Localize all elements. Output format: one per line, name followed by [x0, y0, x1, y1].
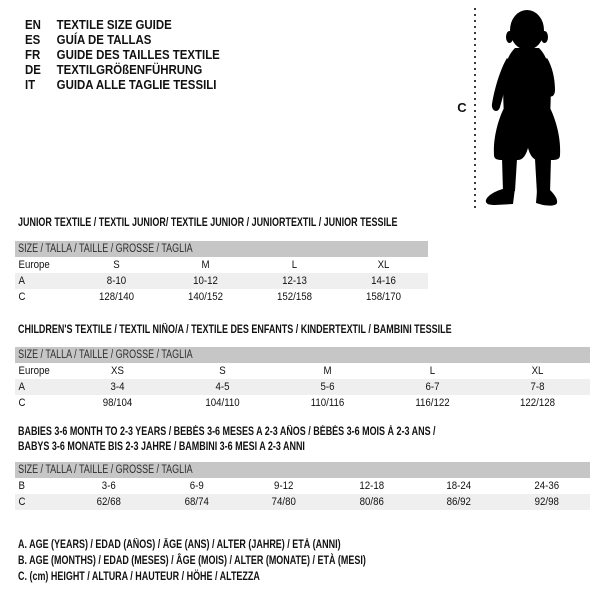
language-title: TEXTILGRÖßENFÜHRUNG: [56, 62, 203, 77]
size-cell: 3-6: [101, 480, 116, 492]
row-label: C: [18, 496, 26, 508]
size-cell: S: [113, 259, 120, 271]
size-cell: M: [323, 365, 332, 377]
junior-section-title: JUNIOR TEXTILE / TEXTIL JUNIOR/ TEXTILE JUNIOR / JUNIORTEXTIL / JUNIOR TESSILE: [18, 217, 398, 229]
children-section-title: CHILDREN'S TEXTILE / TEXTIL NIÑO/A / TEXTILE DES ENFANTS / KINDERTEXTIL / BAMBINI TESSILE: [18, 324, 452, 336]
babies-size-table: [15, 462, 590, 510]
size-cell: 110/116: [310, 397, 345, 409]
footnote-a: A. AGE (YEARS) / EDAD (AÑOS) / ÂGE (ANS) / ALTER (JAHRE) / ETÀ (ANNI): [18, 539, 341, 551]
language-header: [25, 17, 220, 92]
baby-silhouette-icon: [482, 8, 568, 209]
junior-size-table: [15, 241, 428, 305]
language-row: [25, 32, 220, 47]
language-title: GUIDE DES TAILLES TEXTILE: [56, 47, 220, 62]
size-header-bar: [15, 462, 590, 478]
size-cell: 104/110: [205, 397, 240, 409]
size-cell: 18-24: [446, 480, 472, 492]
size-cell: 80/86: [359, 496, 384, 508]
babies-title-line-1: BABIES 3-6 MONTH TO 2-3 YEARS / BEBÉS 3-6 MESES A 2-3 AÑOS / BÉBÉS 3-6 MOIS À 2-3 ANS /: [18, 426, 436, 438]
size-cell: L: [429, 365, 436, 377]
row-label: Europe: [18, 259, 50, 271]
height-measure-label: C: [457, 100, 467, 115]
table-row: [15, 395, 590, 411]
language-row: [25, 77, 220, 92]
size-cell: 24-36: [533, 480, 559, 492]
table-row: [15, 257, 428, 273]
size-header-text: SIZE / TALLA / TAILLE / GRÖSSE / TAGLIA: [18, 464, 193, 476]
language-code: FR: [25, 47, 41, 62]
size-cell: 62/68: [96, 496, 121, 508]
size-cell: XL: [377, 259, 390, 271]
table-row: [15, 363, 590, 379]
size-cell: 140/152: [187, 291, 223, 303]
row-label: A: [18, 275, 25, 287]
size-cell: 7-8: [530, 381, 545, 393]
size-cell: 12-18: [358, 480, 384, 492]
size-header-bar: [15, 241, 428, 257]
language-code: ES: [25, 32, 41, 47]
babies-title-line-2: BABYS 3-6 MONATE BIS 2-3 JAHRE / BAMBINI 3-6 MESI A 2-3 ANNI: [18, 441, 305, 453]
footnotes: [18, 537, 366, 585]
size-cell: 86/92: [446, 496, 471, 508]
size-cell: 8-10: [106, 275, 127, 287]
size-cell: 4-5: [215, 381, 230, 393]
language-row: [25, 62, 220, 77]
size-cell: 128/140: [98, 291, 134, 303]
row-label: Europe: [18, 365, 50, 377]
size-cell: 5-6: [320, 381, 335, 393]
size-cell: 158/170: [365, 291, 401, 303]
row-label: A: [18, 381, 25, 393]
language-title: GUÍA DE TALLAS: [56, 32, 152, 47]
size-cell: XL: [531, 365, 544, 377]
children-size-table: [15, 347, 590, 411]
language-row: [25, 47, 220, 62]
size-cell: 6-7: [425, 381, 440, 393]
table-row: [15, 289, 428, 305]
size-header-bar: [15, 347, 590, 363]
size-cell: M: [201, 259, 210, 271]
height-dotted-line: [474, 8, 476, 209]
size-header-text: SIZE / TALLA / TAILLE / GRÖSSE / TAGLIA: [18, 349, 193, 361]
footnote-b: B. AGE (MONTHS) / EDAD (MESES) / ÂGE (MOIS) / ALTER (MONATE) / ETÀ (MESI): [18, 555, 366, 567]
babies-section-title: [18, 425, 436, 455]
language-code: IT: [25, 77, 36, 92]
size-cell: XS: [111, 365, 124, 377]
size-cell: 10-12: [193, 275, 218, 287]
size-cell: 9-12: [274, 480, 294, 492]
row-label: C: [18, 291, 26, 303]
row-label: B: [18, 480, 25, 492]
table-row: [15, 379, 590, 395]
size-cell: 92/98: [534, 496, 559, 508]
language-code: DE: [25, 62, 41, 77]
size-cell: 3-4: [110, 381, 125, 393]
size-header-text: SIZE / TALLA / TAILLE / GRÖSSE / TAGLIA: [18, 243, 193, 255]
row-label: C: [18, 397, 26, 409]
table-row: [15, 273, 428, 289]
table-row: [15, 478, 590, 494]
size-cell: 116/122: [415, 397, 450, 409]
language-title: GUIDA ALLE TAGLIE TESSILI: [56, 77, 217, 92]
footnote-c: C. (cm) HEIGHT / ALTURA / HAUTEUR / HÖHE / ALTEZZA: [18, 571, 260, 583]
size-cell: L: [291, 259, 298, 271]
language-title: TEXTILE SIZE GUIDE: [56, 17, 172, 32]
language-row: [25, 17, 220, 32]
size-cell: 152/158: [276, 291, 312, 303]
size-cell: 12-13: [282, 275, 307, 287]
size-cell: 98/104: [102, 397, 133, 409]
size-cell: 14-16: [371, 275, 396, 287]
size-cell: 122/128: [519, 397, 555, 409]
size-cell: 74/80: [271, 496, 296, 508]
size-cell: S: [219, 365, 226, 377]
size-cell: 68/74: [184, 496, 209, 508]
language-code: EN: [25, 17, 41, 32]
size-cell: 6-9: [189, 480, 204, 492]
table-row: [15, 494, 590, 510]
